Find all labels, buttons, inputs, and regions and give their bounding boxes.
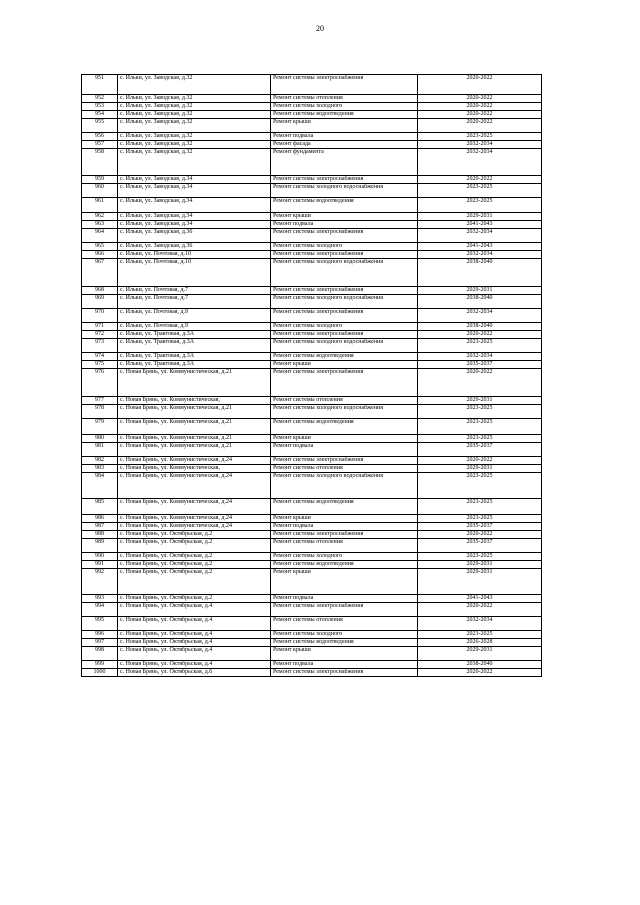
row-number: 964 [82,229,118,243]
table-row [82,259,542,287]
table-row [82,141,542,149]
table-row [82,569,542,595]
row-number: 984 [82,473,118,499]
table-row [82,603,542,617]
table-row [82,669,542,677]
period-cell: 2029-2031 [418,397,542,405]
table-row [82,617,542,631]
table-row [82,309,542,323]
address-cell: с. Ильки, ул. Трактовая, д.3А [118,361,271,369]
table-row [82,435,542,443]
work-type-cell: Ремонт системы холодного [271,631,418,639]
work-type-cell: Ремонт системы отопления [271,539,418,553]
period-cell: 2023-2025 [418,473,542,499]
work-type-cell: Ремонт системы электроснабжения [271,287,418,295]
period-cell: 2020-2022 [418,176,542,184]
row-number: 981 [82,443,118,457]
row-number: 998 [82,647,118,661]
table-row [82,198,542,213]
address-cell: с. Ильки, ул. Заводская, д.34 [118,184,271,198]
table-row [82,213,542,221]
period-cell: 2023-2025 [418,198,542,213]
period-cell: 2023-2025 [418,553,542,561]
address-cell: с. Новая Брянь, ул. Коммунистическая, [118,397,271,405]
address-cell: с. Новая Брянь, ул. Октябрьская, д.4 [118,603,271,617]
table-row [82,553,542,561]
work-type-cell: Ремонт системы электроснабжения [271,251,418,259]
address-cell: с. Ильки, ул. Заводская, д.34 [118,176,271,184]
address-cell: с. Новая Брянь, ул. Октябрьская, д.2 [118,531,271,539]
table-row [82,95,542,103]
table-row [82,595,542,603]
row-number: 995 [82,617,118,631]
address-cell: с. Новая Брянь, ул. Коммунистическая, д.21 [118,419,271,435]
table-row [82,111,542,119]
period-cell: 2020-2022 [418,119,542,133]
row-number: 996 [82,631,118,639]
period-cell: 2035-2037 [418,443,542,457]
row-number: 975 [82,361,118,369]
row-number: 999 [82,661,118,669]
work-type-cell: Ремонт системы холодного водоснабжения [271,184,418,198]
work-type-cell: Ремонт системы электроснабжения [271,309,418,323]
row-number: 973 [82,339,118,353]
period-cell: 2038-2040 [418,259,542,287]
work-type-cell: Ремонт фундамента [271,149,418,176]
period-cell: 2035-2037 [418,539,542,553]
table-row [82,339,542,353]
row-number: 971 [82,323,118,331]
address-cell: с. Новая Брянь, ул. Октябрьская, д.4 [118,639,271,647]
address-cell: с. Ильки, ул. Почтовая, д.7 [118,295,271,309]
row-number: 956 [82,133,118,141]
table-row [82,103,542,111]
period-cell: 2023-2025 [418,339,542,353]
table-row [82,323,542,331]
work-type-cell: Ремонт системы водоотведения [271,419,418,435]
address-cell: с. Новая Брянь, ул. Коммунистическая, д.24 [118,473,271,499]
address-cell: с. Ильки, ул. Заводская, д.34 [118,221,271,229]
period-cell: 2032-2034 [418,617,542,631]
row-number: 957 [82,141,118,149]
repair-schedule-table [81,74,542,677]
page-number: 20 [316,24,324,33]
period-cell: 2023-2025 [418,499,542,515]
row-number: 960 [82,184,118,198]
period-cell: 2023-2025 [418,184,542,198]
address-cell: с. Ильки, ул. Заводская, д.32 [118,141,271,149]
row-number: 993 [82,595,118,603]
work-type-cell: Ремонт системы холодного водоснабжения [271,259,418,287]
table-row [82,457,542,465]
row-number: 994 [82,603,118,617]
work-type-cell: Ремонт крыши [271,515,418,523]
table-row [82,561,542,569]
period-cell: 2032-2034 [418,251,542,259]
row-number: 979 [82,419,118,435]
address-cell: с. Ильки, ул. Заводская, д.34 [118,213,271,221]
table-row [82,75,542,95]
table-row [82,443,542,457]
period-cell: 2020-2022 [418,669,542,677]
period-cell: 2023-2025 [418,515,542,523]
address-cell: с. Новая Брянь, ул. Октябрьская, д.2 [118,595,271,603]
address-cell: с. Ильки, ул. Заводская, д.32 [118,103,271,111]
address-cell: с. Ильки, ул. Почтовая, д.10 [118,259,271,287]
work-type-cell: Ремонт подвала [271,661,418,669]
work-type-cell: Ремонт системы водоотведения [271,639,418,647]
row-number: 972 [82,331,118,339]
table-row [82,243,542,251]
work-type-cell: Ремонт подвала [271,133,418,141]
address-cell: с. Ильки, ул. Заводская, д.32 [118,75,271,95]
work-type-cell: Ремонт системы холодного водоснабжения [271,295,418,309]
address-cell: с. Новая Брянь, ул. Коммунистическая, д.21 [118,443,271,457]
work-type-cell: Ремонт системы отопления [271,617,418,631]
row-number: 988 [82,531,118,539]
table-row [82,133,542,141]
address-cell: с. Новая Брянь, ул. Октябрьская, д.2 [118,539,271,553]
work-type-cell: Ремонт системы электроснабжения [271,75,418,95]
period-cell: 2020-2022 [418,95,542,103]
period-cell: 2032-2034 [418,353,542,361]
row-number: 955 [82,119,118,133]
address-cell: с. Новая Брянь, ул. Октябрьская, д.4 [118,661,271,669]
row-number: 991 [82,561,118,569]
row-number: 997 [82,639,118,647]
table-row [82,361,542,369]
table-row [82,295,542,309]
work-type-cell: Ремонт крыши [271,569,418,595]
work-type-cell: Ремонт системы холодного водоснабжения [271,405,418,419]
period-cell: 2041-2043 [418,243,542,251]
work-type-cell: Ремонт системы водоотведения [271,198,418,213]
address-cell: с. Ильки, ул. Почтовая, д.9 [118,309,271,323]
table-row [82,251,542,259]
period-cell: 2038-2040 [418,661,542,669]
table-row [82,499,542,515]
row-number: 969 [82,295,118,309]
row-number: 968 [82,287,118,295]
period-cell: 2032-2034 [418,149,542,176]
address-cell: с. Ильки, ул. Заводская, д.32 [118,111,271,119]
row-number: 987 [82,523,118,531]
address-cell: с. Ильки, ул. Заводская, д.36 [118,229,271,243]
table-row [82,287,542,295]
period-cell: 2029-2031 [418,287,542,295]
period-cell: 2020-2022 [418,603,542,617]
table-row [82,639,542,647]
address-cell: с. Новая Брянь, ул. Октябрьская, д.4 [118,631,271,639]
address-cell: с. Новая Брянь, ул. Коммунистическая, [118,465,271,473]
period-cell: 2020-2022 [418,331,542,339]
work-type-cell: Ремонт фасада [271,141,418,149]
table-row [82,353,542,361]
period-cell: 2020-2022 [418,75,542,95]
address-cell: с. Новая Брянь, ул. Октябрьская, д.2 [118,569,271,595]
row-number: 989 [82,539,118,553]
table-row [82,176,542,184]
address-cell: с. Новая Брянь, ул. Октябрьская, д.6 [118,669,271,677]
work-type-cell: Ремонт крыши [271,213,418,221]
address-cell: с. Новая Брянь, ул. Октябрьская, д.2 [118,561,271,569]
table-row [82,229,542,243]
work-type-cell: Ремонт системы холодного [271,103,418,111]
work-type-cell: Ремонт системы электроснабжения [271,603,418,617]
work-type-cell: Ремонт системы отопления [271,465,418,473]
table-row [82,631,542,639]
address-cell: с. Ильки, ул. Почтовая, д.10 [118,251,271,259]
period-cell: 2035-2037 [418,361,542,369]
work-type-cell: Ремонт крыши [271,647,418,661]
address-cell: с. Новая Брянь, ул. Октябрьская, д.4 [118,617,271,631]
address-cell: с. Новая Брянь, ул. Коммунистическая, д.24 [118,457,271,465]
period-cell: 2020-2022 [418,103,542,111]
table-row [82,419,542,435]
table-row [82,515,542,523]
row-number: 977 [82,397,118,405]
address-cell: с. Ильки, ул. Заводская, д.32 [118,149,271,176]
work-type-cell: Ремонт системы электроснабжения [271,669,418,677]
period-cell: 2020-2022 [418,457,542,465]
work-type-cell: Ремонт системы холодного водоснабжения [271,339,418,353]
row-number: 962 [82,213,118,221]
work-type-cell: Ремонт системы холодного [271,323,418,331]
work-type-cell: Ремонт системы электроснабжения [271,331,418,339]
address-cell: с. Новая Брянь, ул. Коммунистическая, д.21 [118,405,271,419]
period-cell: 2041-2043 [418,595,542,603]
row-number: 980 [82,435,118,443]
table-row [82,221,542,229]
period-cell: 2038-2040 [418,295,542,309]
table-row [82,465,542,473]
period-cell: 2023-2025 [418,435,542,443]
table-row [82,531,542,539]
address-cell: с. Новая Брянь, ул. Коммунистическая, д.21 [118,369,271,397]
row-number: 966 [82,251,118,259]
work-type-cell: Ремонт системы электроснабжения [271,229,418,243]
period-cell: 2035-2037 [418,523,542,531]
row-number: 974 [82,353,118,361]
address-cell: с. Ильки, ул. Заводская, д.32 [118,119,271,133]
table-row [82,331,542,339]
period-cell: 2020-2022 [418,531,542,539]
work-type-cell: Ремонт крыши [271,361,418,369]
work-type-cell: Ремонт подвала [271,523,418,531]
row-number: 992 [82,569,118,595]
address-cell: с. Новая Брянь, ул. Коммунистическая, д.24 [118,523,271,531]
address-cell: с. Ильки, ул. Трактовая, д.3А [118,331,271,339]
work-type-cell: Ремонт системы отопления [271,95,418,103]
address-cell: с. Ильки, ул. Почтовая, д.9 [118,323,271,331]
table-row [82,523,542,531]
row-number: 951 [82,75,118,95]
row-number: 959 [82,176,118,184]
address-cell: с. Новая Брянь, ул. Коммунистическая, д.24 [118,499,271,515]
address-cell: с. Новая Брянь, ул. Октябрьская, д.4 [118,647,271,661]
address-cell: с. Ильки, ул. Почтовая, д.7 [118,287,271,295]
row-number: 983 [82,465,118,473]
period-cell: 2029-2031 [418,213,542,221]
work-type-cell: Ремонт системы холодного [271,243,418,251]
table-row [82,405,542,419]
row-number: 986 [82,515,118,523]
period-cell: 2032-2034 [418,229,542,243]
row-number: 967 [82,259,118,287]
period-cell: 2029-2031 [418,465,542,473]
row-number: 965 [82,243,118,251]
period-cell: 2032-2034 [418,309,542,323]
row-number: 982 [82,457,118,465]
table-row [82,184,542,198]
row-number: 978 [82,405,118,419]
period-cell: 2032-2034 [418,141,542,149]
period-cell: 2023-2025 [418,405,542,419]
row-number: 952 [82,95,118,103]
work-type-cell: Ремонт системы водоотведения [271,499,418,515]
table-row [82,369,542,397]
period-cell: 2020-2022 [418,369,542,397]
row-number: 961 [82,198,118,213]
row-number: 1000 [82,669,118,677]
row-number: 954 [82,111,118,119]
period-cell: 2023-2025 [418,631,542,639]
work-type-cell: Ремонт системы водоотведения [271,111,418,119]
work-type-cell: Ремонт системы холодного [271,553,418,561]
work-type-cell: Ремонт системы электроснабжения [271,531,418,539]
period-cell: 2023-2025 [418,133,542,141]
work-type-cell: Ремонт системы электроснабжения [271,369,418,397]
work-type-cell: Ремонт крыши [271,119,418,133]
table-row [82,539,542,553]
period-cell: 2020-2022 [418,111,542,119]
period-cell: 2029-2031 [418,569,542,595]
address-cell: с. Ильки, ул. Заводская, д.34 [118,198,271,213]
period-cell: 2029-2031 [418,647,542,661]
work-type-cell: Ремонт крыши [271,435,418,443]
period-cell: 2023-2025 [418,419,542,435]
row-number: 953 [82,103,118,111]
table-row [82,661,542,669]
table-row [82,397,542,405]
table-row [82,149,542,176]
work-type-cell: Ремонт системы электроснабжения [271,176,418,184]
address-cell: с. Ильки, ул. Трактовая, д.3А [118,339,271,353]
address-cell: с. Ильки, ул. Трактовая, д.3А [118,353,271,361]
row-number: 976 [82,369,118,397]
work-type-cell: Ремонт системы холодного водоснабжения [271,473,418,499]
table-row [82,647,542,661]
address-cell: с. Ильки, ул. Заводская, д.36 [118,243,271,251]
row-number: 990 [82,553,118,561]
period-cell: 2041-2043 [418,221,542,229]
work-type-cell: Ремонт подвала [271,221,418,229]
row-number: 958 [82,149,118,176]
address-cell: с. Новая Брянь, ул. Октябрьская, д.2 [118,553,271,561]
work-type-cell: Ремонт подвала [271,443,418,457]
period-cell: 2029-2031 [418,561,542,569]
work-type-cell: Ремонт системы отопления [271,397,418,405]
table-row [82,119,542,133]
address-cell: с. Ильки, ул. Заводская, д.32 [118,133,271,141]
work-type-cell: Ремонт подвала [271,595,418,603]
address-cell: с. Новая Брянь, ул. Коммунистическая, д.21 [118,435,271,443]
row-number: 970 [82,309,118,323]
table-row [82,473,542,499]
address-cell: с. Новая Брянь, ул. Коммунистическая, д.24 [118,515,271,523]
period-cell: 2026-2028 [418,639,542,647]
row-number: 985 [82,499,118,515]
work-type-cell: Ремонт системы водоотведения [271,561,418,569]
address-cell: с. Ильки, ул. Заводская, д.32 [118,95,271,103]
period-cell: 2038-2040 [418,323,542,331]
work-type-cell: Ремонт системы водоотведения [271,353,418,361]
row-number: 963 [82,221,118,229]
work-type-cell: Ремонт системы электроснабжения [271,457,418,465]
